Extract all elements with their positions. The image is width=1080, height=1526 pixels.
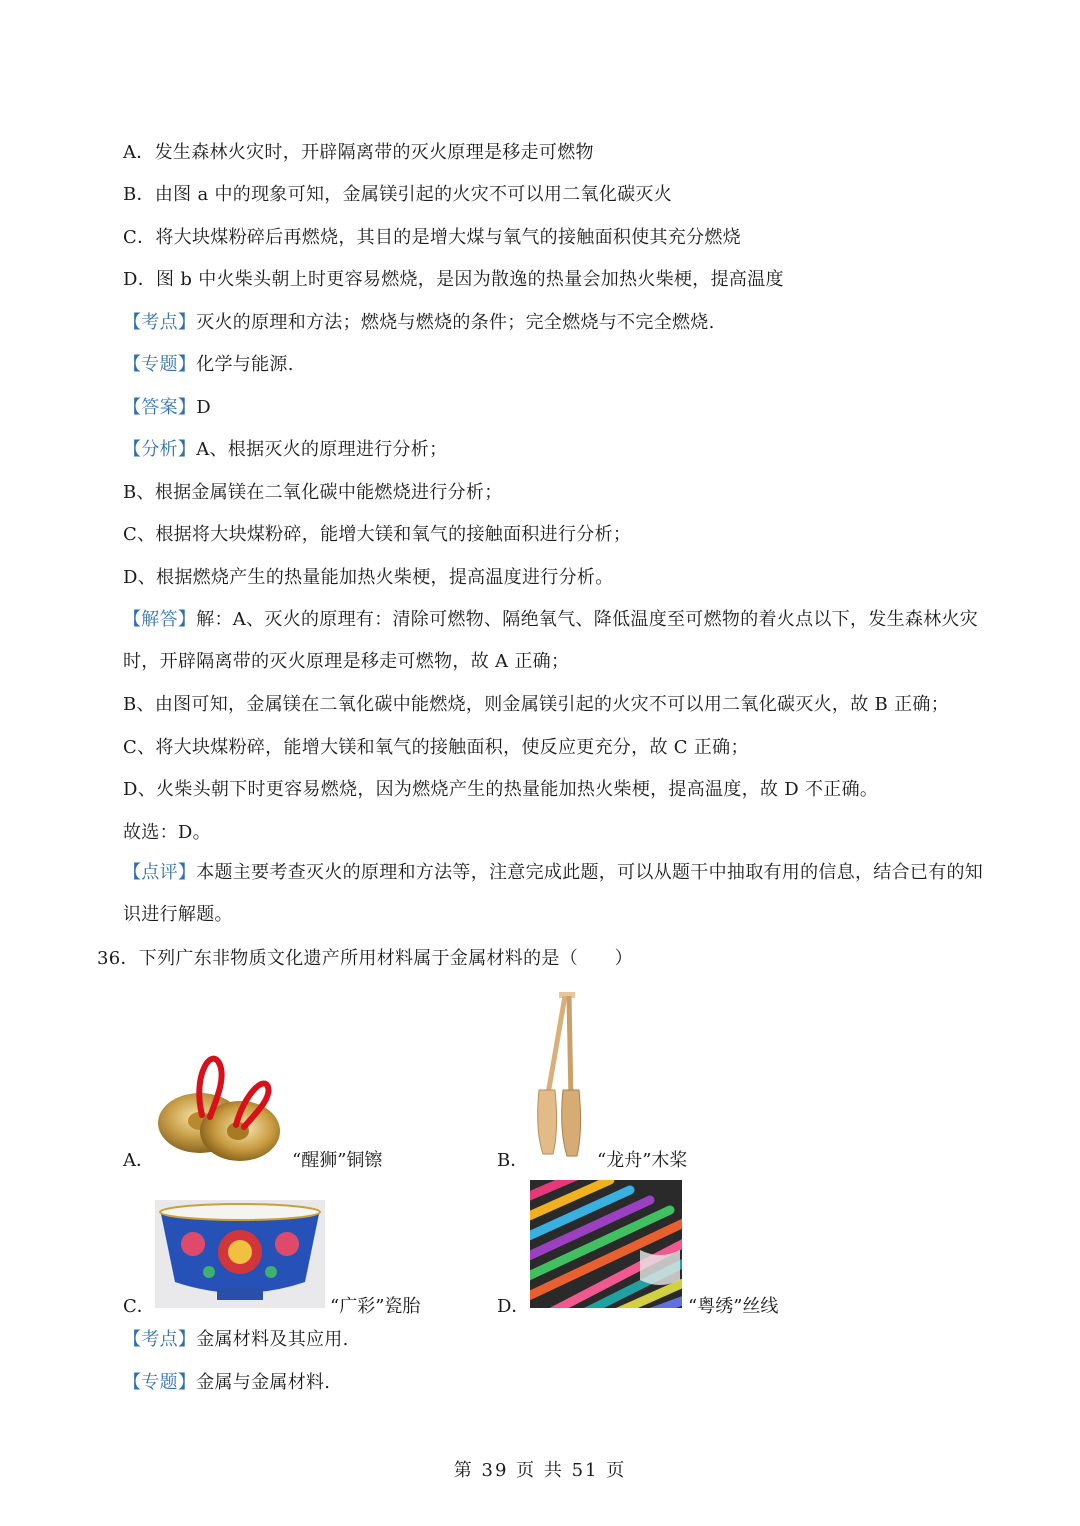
dianping-tag: 【点评】 (123, 862, 197, 883)
fenxi-tag: 【分析】 (123, 439, 197, 460)
paddles-image (525, 990, 595, 1160)
jieda-d: D、火柴头朝下时更容易燃烧，因为燃烧产生的热量能加热火柴梗，提高温度，故 D 不正确。 (123, 779, 879, 800)
q36-option-b-letter: B． (497, 1150, 529, 1171)
q36-option-d-caption: “粤绣”丝线 (688, 1296, 779, 1317)
q36-zhuanti-tag: 【专题】 (123, 1372, 197, 1393)
q36-option-d-letter: D． (497, 1296, 530, 1317)
zhuanti-tag: 【专题】 (123, 354, 197, 375)
jieda-choice: 故选：D。 (123, 822, 211, 843)
q36-option-a-letter: A． (123, 1150, 154, 1171)
daan-tag: 【答案】 (123, 397, 197, 418)
dianping-paragraph (123, 852, 993, 936)
option-c-prev: C．将大块煤粉碎后再燃烧，其目的是增大煤与氧气的接触面积使其充分燃烧 (123, 227, 741, 248)
jieda-tag: 【解答】 (123, 609, 197, 630)
jieda-b: B、由图可知，金属镁在二氧化碳中能燃烧，则金属镁引起的火灾不可以用二氧化碳灭火，故 B 正确； (123, 694, 949, 715)
q36-option-c-caption: “广彩”瓷胎 (330, 1296, 421, 1317)
page-footer: 第 39 页 共 51 页 (453, 1460, 627, 1481)
fenxi-line (123, 437, 447, 463)
q36-option-a-caption: “醒狮”铜镲 (292, 1150, 383, 1171)
q36-stem: 36．下列广东非物质文化遗产所用材料属于金属材料的是（ ） (97, 948, 633, 969)
dianping-text: 本题主要考查灭火的原理和方法等，注意完成此题，可以从题干中抽取有用的信息，结合已有的知识进行解题。 (123, 862, 984, 925)
daan-line (123, 395, 211, 421)
kaodian-text: 灭火的原理和方法；燃烧与燃烧的条件；完全燃烧与不完全燃烧. (196, 312, 715, 333)
q36-kaodian-tag: 【考点】 (123, 1329, 197, 1350)
option-a-prev: A．发生森林火灾时，开辟隔离带的灭火原理是移走可燃物 (123, 142, 594, 163)
jieda-c: C、将大块煤粉碎，能增大镁和氧气的接触面积，使反应更充分，故 C 正确； (123, 737, 749, 758)
jieda-paragraph (123, 599, 993, 683)
fenxi-text: A、根据灭火的原理进行分析； (196, 439, 448, 460)
q36-option-b-caption: “龙舟”木桨 (597, 1150, 688, 1171)
zhuanti-line (123, 352, 294, 378)
bowl-image (155, 1200, 325, 1308)
option-b-prev: B．由图 a 中的现象可知，金属镁引起的火灾不可以用二氧化碳灭火 (123, 184, 672, 205)
q36-zhuanti-line (123, 1370, 330, 1396)
q36-zhuanti-text: 金属与金属材料. (196, 1372, 331, 1393)
option-d-prev: D．图 b 中火柴头朝上时更容易燃烧，是因为散逸的热量会加热火柴梗，提高温度 (123, 269, 784, 290)
kaodian-line (123, 310, 715, 336)
zhuanti-text: 化学与能源. (196, 354, 294, 375)
q36-kaodian-text: 金属材料及其应用. (196, 1329, 349, 1350)
fenxi-b: B、根据金属镁在二氧化碳中能燃烧进行分析； (123, 482, 503, 503)
fenxi-c: C、根据将大块煤粉碎，能增大镁和氧气的接触面积进行分析； (123, 524, 632, 545)
fenxi-d: D、根据燃烧产生的热量能加热火柴梗，提高温度进行分析。 (123, 567, 614, 588)
daan-text: D (196, 397, 211, 418)
jieda-text: 解：A、灭火的原理有：清除可燃物、隔绝氧气、降低温度至可燃物的着火点以下，发生森林火灾时，开辟隔离带的灭火原理是移走可燃物，故 A 正确； (123, 609, 979, 672)
kaodian-tag: 【考点】 (123, 312, 197, 333)
q36-option-c-letter: C． (123, 1296, 155, 1317)
cymbals-image (152, 1035, 288, 1165)
silk-threads-image (530, 1180, 682, 1308)
q36-kaodian-line (123, 1327, 349, 1353)
